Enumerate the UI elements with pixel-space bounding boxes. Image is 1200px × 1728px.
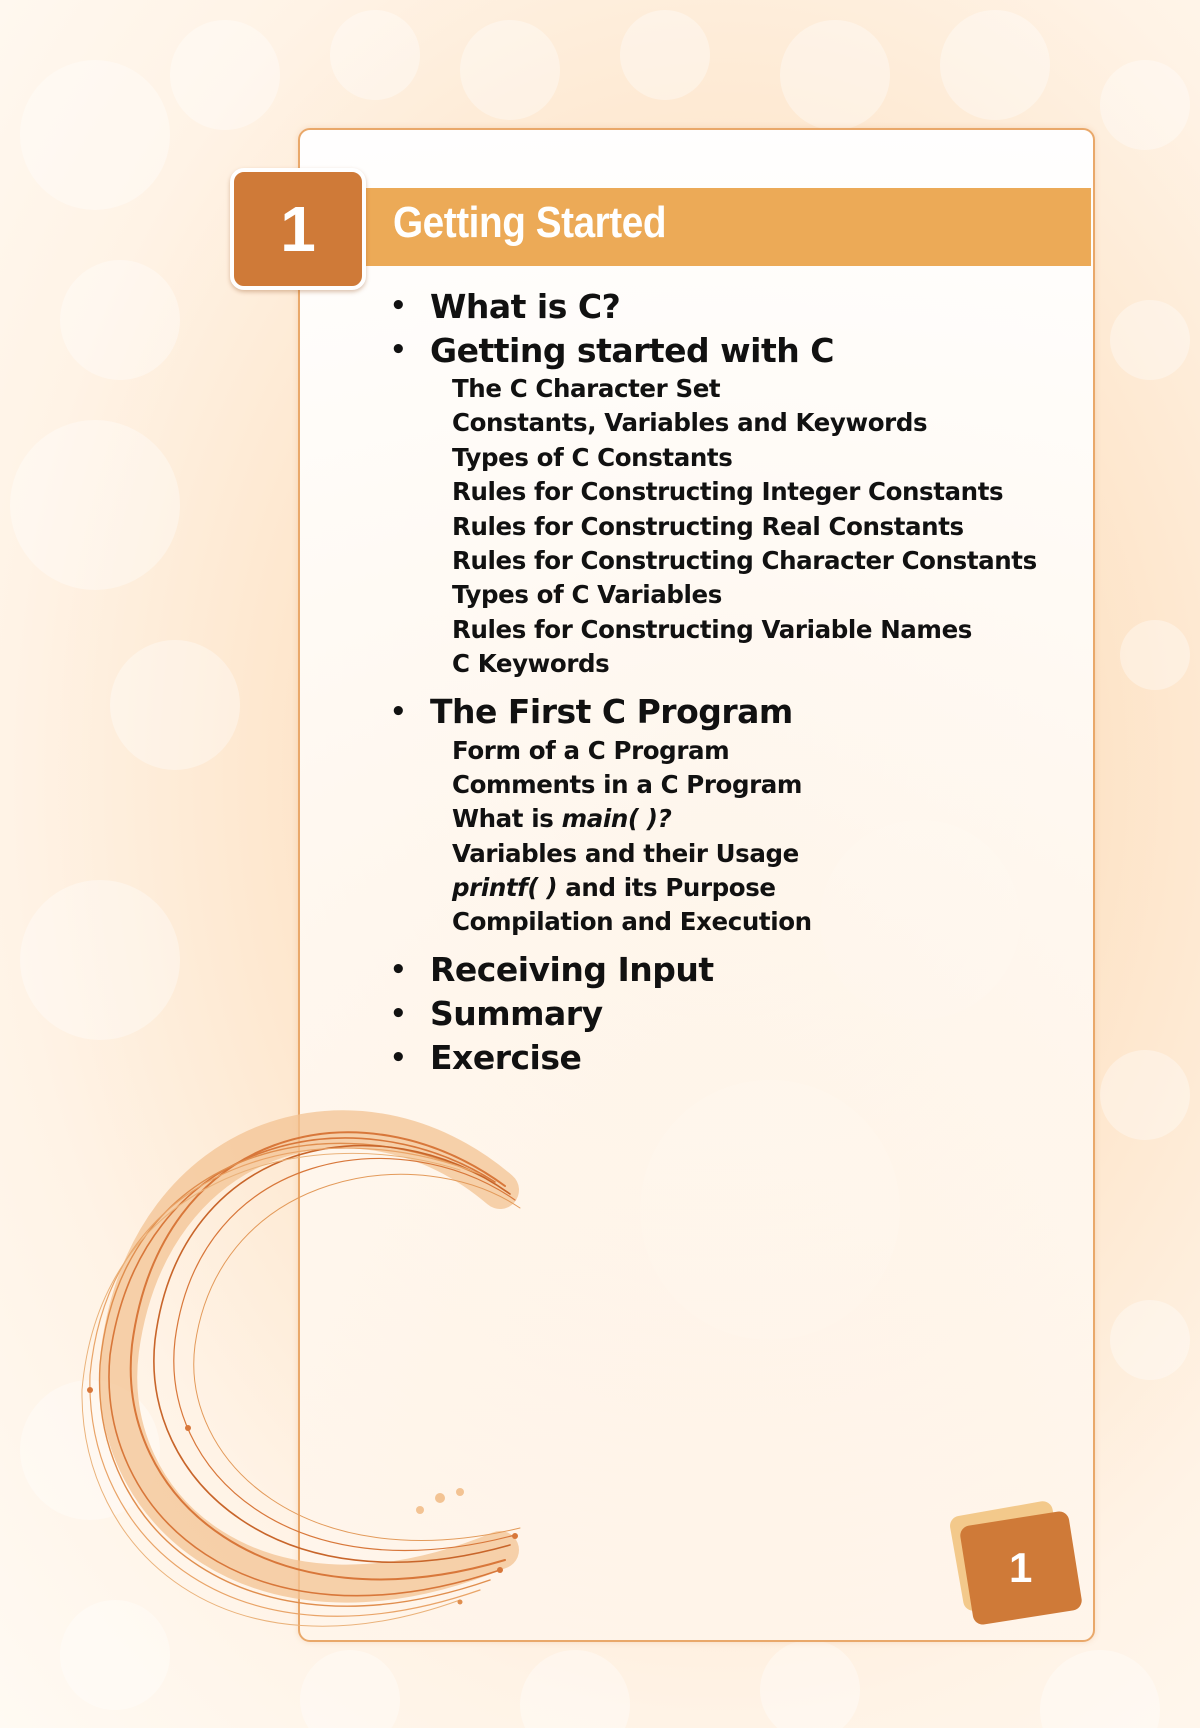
bullet-icon: • [390, 335, 407, 365]
toc-subsection: Rules for Constructing Integer Constants [452, 477, 1004, 507]
toc-subsection-list [390, 372, 1037, 682]
bullet-icon: • [390, 696, 407, 727]
toc-subsection: Constants, Variables and Keywords [452, 408, 928, 438]
toc-section [390, 328, 1037, 372]
bullet-icon: • [390, 1042, 407, 1073]
toc-subsection: Rules for Constructing Character Constants [452, 545, 1037, 575]
toc-subsection: Form of a C Program [452, 735, 730, 765]
toc-subsection: Rules for Constructing Real Constants [452, 511, 964, 541]
toc-subsection: Rules for Constructing Variable Names [452, 614, 972, 644]
toc-section [390, 284, 1037, 328]
bullet-icon: • [390, 954, 407, 985]
toc-section-title: The First C Program [430, 692, 793, 732]
toc-subsection: C Keywords [452, 649, 610, 679]
toc-section-title: Getting started with C [430, 330, 834, 370]
table-of-contents [390, 284, 1037, 1080]
toc-subsection: What is main( )? [452, 804, 672, 834]
toc-section [390, 690, 1037, 734]
toc-section-title: Exercise [430, 1038, 582, 1078]
toc-subsection: printf( ) and its Purpose [452, 873, 776, 903]
toc-section-title: Summary [430, 994, 603, 1034]
toc-section [390, 992, 1037, 1036]
bullet-icon: • [390, 291, 407, 321]
chapter-title: Getting Started [393, 198, 667, 247]
toc-section-title: Receiving Input [430, 950, 714, 990]
page-number-badge [959, 1510, 1083, 1626]
chapter-number-badge: 1 [230, 168, 366, 290]
page-number: 1 [1009, 1544, 1033, 1592]
toc-subsection: The C Character Set [452, 374, 721, 403]
toc-section [390, 1036, 1037, 1080]
c-swirl-decoration [60, 1090, 530, 1650]
toc-subsection: Types of C Constants [452, 442, 733, 472]
toc-section-title: What is C? [430, 286, 621, 326]
toc-subsection: Types of C Variables [452, 580, 722, 610]
toc-subsection: Comments in a C Program [452, 769, 803, 799]
toc-subsection-list [390, 734, 1037, 940]
bullet-icon: • [390, 998, 407, 1029]
toc-subsection: Compilation and Execution [452, 907, 812, 937]
toc-section [390, 948, 1037, 992]
toc-subsection: Variables and their Usage [452, 838, 799, 868]
